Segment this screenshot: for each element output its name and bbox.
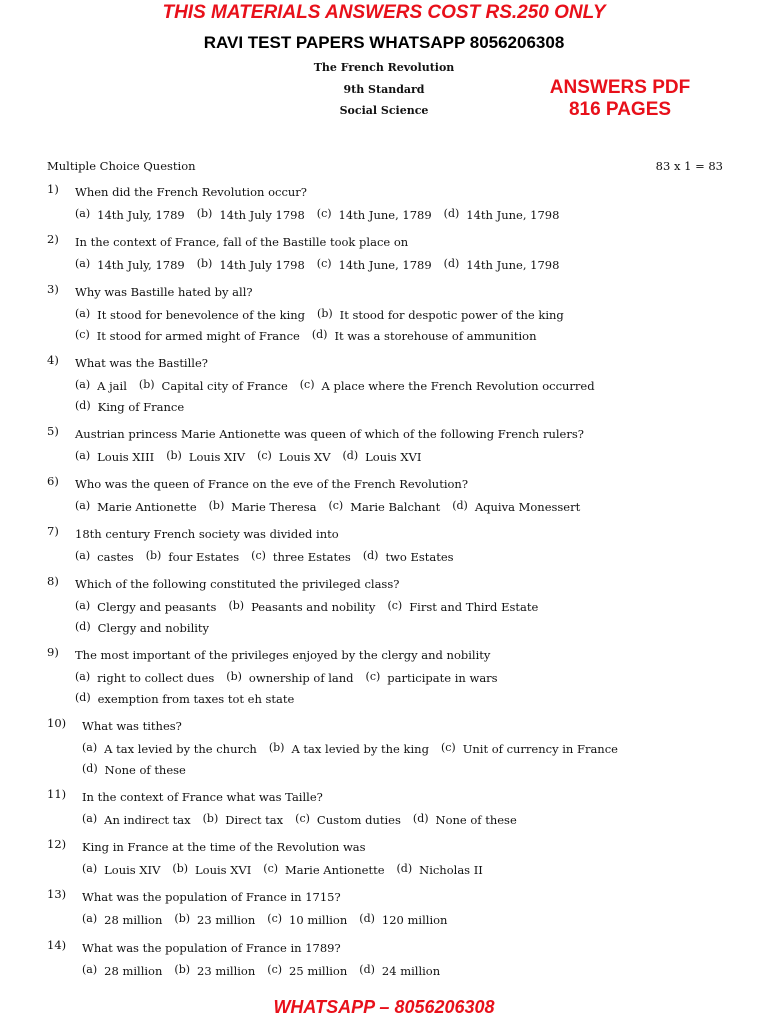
option-label: (a) xyxy=(75,670,91,683)
option-label: (a) xyxy=(75,307,91,320)
option-text: four Estates xyxy=(168,550,240,564)
option-label: (b) xyxy=(196,207,213,220)
answer-option xyxy=(82,913,162,927)
option-text: 120 million xyxy=(381,913,448,927)
option-label: (a) xyxy=(75,499,91,512)
question-number: 10) xyxy=(47,716,67,730)
option-label: (b) xyxy=(166,449,182,462)
option-label: (c) xyxy=(251,549,266,562)
answer-option xyxy=(452,500,580,514)
subject-label: Social Science xyxy=(339,104,429,117)
option-text: 28 million xyxy=(104,913,163,927)
standard-label: 9th Standard xyxy=(343,83,425,96)
answer-option xyxy=(343,450,422,464)
option-text: Direct tax xyxy=(225,813,284,827)
answer-option xyxy=(387,600,538,614)
option-label: (a) xyxy=(75,207,91,220)
answer-option xyxy=(251,550,351,564)
answer-option xyxy=(257,450,330,464)
option-label: (a) xyxy=(82,963,98,976)
answers-pages-label: 816 PAGES xyxy=(568,99,672,120)
question-text: What was the population of France in 1715? xyxy=(82,890,341,904)
option-text: Louis XIV xyxy=(188,450,246,464)
promo-banner: THIS MATERIALS ANSWERS COST RS.250 ONLY xyxy=(162,2,606,23)
answer-option xyxy=(300,379,595,393)
question-text: What was the Bastille? xyxy=(75,356,208,370)
option-row xyxy=(82,913,459,927)
option-text: First and Third Estate xyxy=(409,600,539,614)
option-label: (b) xyxy=(226,670,242,683)
question-text: 18th century French society was divided into xyxy=(75,527,339,541)
option-text: 14th July, 1789 xyxy=(97,208,185,222)
option-label: (b) xyxy=(196,257,213,270)
answer-option xyxy=(317,308,564,322)
option-label: (b) xyxy=(228,599,245,612)
option-text: It was a storehouse of ammunition xyxy=(334,329,537,343)
option-label: (a) xyxy=(82,812,98,825)
answer-option xyxy=(75,400,184,414)
answer-option xyxy=(203,813,284,827)
option-label: (d) xyxy=(311,328,328,341)
option-row xyxy=(75,379,607,393)
option-text: None of these xyxy=(435,813,517,827)
option-label: (d) xyxy=(82,762,98,775)
option-text: Louis XVI xyxy=(365,450,422,464)
answer-option xyxy=(295,813,401,827)
option-label: (d) xyxy=(342,449,359,462)
question-number: 2) xyxy=(47,232,59,246)
option-label: (d) xyxy=(412,812,429,825)
option-text: right to collect dues xyxy=(97,671,215,685)
option-label: (c) xyxy=(267,912,283,925)
option-text: participate in wars xyxy=(387,671,498,685)
option-label: (c) xyxy=(328,499,344,512)
option-text: Marie Antionette xyxy=(285,863,385,877)
document-title: The French Revolution xyxy=(313,61,455,74)
option-text: An indirect tax xyxy=(104,813,191,827)
option-text: A jail xyxy=(97,379,127,393)
option-row xyxy=(75,308,576,322)
option-text: 23 million xyxy=(197,913,256,927)
answer-option xyxy=(82,763,186,777)
option-label: (c) xyxy=(387,599,403,612)
option-label: (a) xyxy=(75,257,91,270)
question-number: 7) xyxy=(47,524,59,538)
answer-option xyxy=(75,258,185,272)
option-text: Louis XIII xyxy=(97,450,155,464)
option-label: (b) xyxy=(138,378,155,391)
option-label: (d) xyxy=(359,912,375,925)
question-text: What was tithes? xyxy=(82,719,182,733)
question-text: What was the population of France in 1789? xyxy=(82,941,341,955)
option-text: Nicholas II xyxy=(419,863,483,877)
option-label: (d) xyxy=(75,620,91,633)
answer-option xyxy=(317,258,432,272)
option-text: Marie Antionette xyxy=(97,500,197,514)
option-text: 14th June, 1798 xyxy=(466,208,560,222)
option-text: 24 million xyxy=(381,964,441,978)
answer-option xyxy=(328,500,440,514)
answer-option xyxy=(312,329,537,343)
option-text: A tax levied by the king xyxy=(291,742,429,756)
contact-line: RAVI TEST PAPERS WHATSAPP 8056206308 xyxy=(203,33,565,52)
question-number: 4) xyxy=(47,353,59,367)
answer-option xyxy=(75,308,305,322)
answer-option xyxy=(366,671,498,685)
option-text: It stood for despotic power of the king xyxy=(339,308,564,322)
option-text: 28 million xyxy=(104,964,163,978)
answer-option xyxy=(82,742,257,756)
answer-option xyxy=(75,329,300,343)
option-row xyxy=(75,258,571,272)
option-label: (b) xyxy=(145,549,162,562)
answer-option xyxy=(263,863,384,877)
option-label: (c) xyxy=(263,862,279,875)
option-row xyxy=(75,400,196,414)
option-label: (c) xyxy=(267,963,283,976)
question-text: Who was the queen of France on the eve of the French Revolution? xyxy=(75,477,468,491)
answer-option xyxy=(172,863,251,877)
option-text: Marie Theresa xyxy=(231,500,317,514)
answer-option xyxy=(444,208,560,222)
option-row xyxy=(75,450,433,464)
option-text: Louis XVI xyxy=(195,863,252,877)
option-text: Marie Balchant xyxy=(350,500,441,514)
answer-option xyxy=(444,258,560,272)
question-number: 5) xyxy=(47,424,59,438)
question-number: 6) xyxy=(47,474,59,488)
option-label: (d) xyxy=(362,549,379,562)
question-number: 9) xyxy=(47,645,59,659)
option-label: (a) xyxy=(75,378,91,391)
question-text: Which of the following constituted the privileged class? xyxy=(75,577,400,591)
option-row xyxy=(75,329,549,343)
option-text: exemption from taxes tot eh state xyxy=(97,692,295,706)
answer-option xyxy=(317,208,432,222)
answer-option xyxy=(228,600,375,614)
option-label: (d) xyxy=(75,399,91,412)
question-number: 12) xyxy=(47,837,67,851)
option-label: (c) xyxy=(295,812,310,825)
answer-option xyxy=(269,742,429,756)
option-text: two Estates xyxy=(385,550,454,564)
question-number: 1) xyxy=(47,182,59,196)
option-row xyxy=(82,813,529,827)
option-row xyxy=(75,692,306,706)
answer-option xyxy=(267,913,347,927)
option-text: Clergy and peasants xyxy=(97,600,217,614)
option-text: 25 million xyxy=(289,964,348,978)
option-text: 14th July, 1789 xyxy=(97,258,185,272)
option-row xyxy=(82,742,630,756)
option-label: (b) xyxy=(268,741,285,754)
answer-option xyxy=(197,208,305,222)
option-text: 23 million xyxy=(197,964,256,978)
option-text: A place where the French Revolution occurred xyxy=(321,379,595,393)
option-text: None of these xyxy=(104,763,186,777)
option-label: (b) xyxy=(208,499,225,512)
option-label: (b) xyxy=(202,812,219,825)
question-number: 14) xyxy=(47,938,67,952)
option-text: Custom duties xyxy=(316,813,401,827)
question-number: 13) xyxy=(47,887,67,901)
option-text: 10 million xyxy=(289,913,348,927)
answer-option xyxy=(363,550,454,564)
section-label: Multiple Choice Question xyxy=(47,159,196,173)
answer-option xyxy=(82,813,191,827)
answer-option xyxy=(146,550,239,564)
option-row xyxy=(75,671,510,685)
option-label: (c) xyxy=(365,670,381,683)
option-text: Capital city of France xyxy=(161,379,288,393)
answer-option xyxy=(75,379,127,393)
option-label: (d) xyxy=(452,499,468,512)
answer-option xyxy=(75,671,214,685)
option-label: (a) xyxy=(82,912,98,925)
option-text: Clergy and nobility xyxy=(97,621,210,635)
question-number: 11) xyxy=(47,787,67,801)
option-text: A tax levied by the church xyxy=(104,742,257,756)
option-text: It stood for armed might of France xyxy=(96,329,300,343)
option-label: (a) xyxy=(82,862,98,875)
option-label: (c) xyxy=(440,741,456,754)
option-label: (c) xyxy=(75,328,90,341)
answer-option xyxy=(209,500,317,514)
answer-option xyxy=(75,600,216,614)
option-row xyxy=(82,763,198,777)
option-text: 14th June, 1789 xyxy=(338,208,432,222)
option-row xyxy=(75,208,571,222)
option-label: (a) xyxy=(75,599,91,612)
answer-option xyxy=(82,964,162,978)
option-text: 14th June, 1789 xyxy=(338,258,432,272)
answer-option xyxy=(75,621,209,635)
option-label: (a) xyxy=(75,449,91,462)
option-row xyxy=(82,863,495,877)
answer-option xyxy=(441,742,618,756)
footer-whatsapp: WHATSAPP – 8056206308 xyxy=(273,997,495,1017)
answer-option xyxy=(413,813,517,827)
option-label: (d) xyxy=(396,862,413,875)
option-row xyxy=(75,600,550,614)
option-row xyxy=(75,621,221,635)
option-text: 14th July 1798 xyxy=(219,208,305,222)
question-text: The most important of the privileges enjoyed by the clergy and nobility xyxy=(75,648,491,662)
option-text: Louis XIV xyxy=(104,863,161,877)
question-text: Austrian princess Marie Antionette was queen of which of the following French rulers? xyxy=(75,427,584,441)
option-label: (c) xyxy=(257,449,272,462)
answer-option xyxy=(359,964,440,978)
option-row xyxy=(82,964,452,978)
option-label: (d) xyxy=(75,691,91,704)
answer-option xyxy=(75,692,294,706)
option-label: (c) xyxy=(299,378,315,391)
question-text: King in France at the time of the Revolution was xyxy=(82,840,366,854)
option-text: 14th July 1798 xyxy=(219,258,305,272)
option-label: (b) xyxy=(172,862,189,875)
option-text: King of France xyxy=(97,400,185,414)
option-text: Peasants and nobility xyxy=(251,600,376,614)
question-text: In the context of France, fall of the Bastille took place on xyxy=(75,235,409,249)
answers-pdf-label: ANSWERS PDF xyxy=(549,77,691,98)
question-number: 3) xyxy=(47,282,59,296)
option-text: three Estates xyxy=(272,550,351,564)
option-label: (d) xyxy=(359,963,375,976)
answer-option xyxy=(139,379,288,393)
option-label: (b) xyxy=(174,963,191,976)
answer-option xyxy=(82,863,160,877)
answer-option xyxy=(166,450,245,464)
answer-option xyxy=(226,671,353,685)
option-row xyxy=(75,550,466,564)
option-label: (b) xyxy=(317,307,333,320)
option-text: 14th June, 1798 xyxy=(466,258,560,272)
option-label: (c) xyxy=(316,257,332,270)
option-label: (a) xyxy=(82,741,98,754)
answer-option xyxy=(359,913,447,927)
option-text: It stood for benevolence of the king xyxy=(97,308,306,322)
question-text: In the context of France what was Taille? xyxy=(82,790,323,804)
answer-option xyxy=(197,258,305,272)
option-label: (d) xyxy=(443,257,460,270)
option-row xyxy=(75,500,592,514)
section-marks: 83 x 1 = 83 xyxy=(655,159,723,173)
answer-option xyxy=(267,964,347,978)
option-label: (a) xyxy=(75,549,91,562)
answer-option xyxy=(75,550,134,564)
option-label: (d) xyxy=(443,207,460,220)
option-text: Louis XV xyxy=(278,450,331,464)
option-label: (c) xyxy=(316,207,332,220)
answer-option xyxy=(75,208,185,222)
section-header xyxy=(47,159,723,173)
option-text: Aquiva Monessert xyxy=(474,500,581,514)
answer-option xyxy=(174,913,255,927)
answer-option xyxy=(75,450,154,464)
question-number: 8) xyxy=(47,574,59,588)
question-text: When did the French Revolution occur? xyxy=(75,185,307,199)
option-text: Unit of currency in France xyxy=(462,742,618,756)
answer-option xyxy=(397,863,483,877)
question-text: Why was Bastille hated by all? xyxy=(75,285,253,299)
answer-option xyxy=(75,500,197,514)
option-text: ownership of land xyxy=(248,671,354,685)
option-label: (b) xyxy=(174,912,191,925)
answer-option xyxy=(174,964,255,978)
option-text: castes xyxy=(97,550,134,564)
